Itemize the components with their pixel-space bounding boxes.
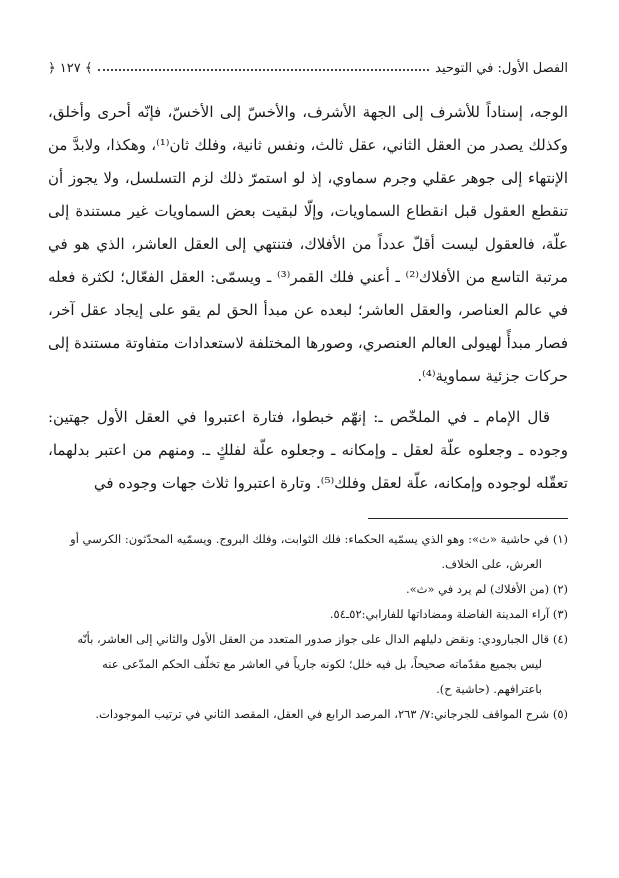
footnote-1 xyxy=(48,527,568,552)
footnote-2 xyxy=(48,577,568,602)
chapter-title: الفصل الأول: في التوحيد xyxy=(435,60,568,76)
footnote-text: في حاشية «ث»: وهو الذي يسمّيه الحكماء: فلك الثوابت، وفلك البروج. ويسمّيه المحدّثون: الكرسي أو xyxy=(70,532,550,546)
paragraph-2: قال الإمام ـ في الملخّص ـ: إنهّم خبطوا، فتارة اعتبروا في العقل الأول جهتين: وجوده ـ وجعلوه علّة لعقل ـ وإمكانه ـ وجعلوه علّة لفلكٍ ـ. ومنهم من اعتبر بدلهما، تعقّله لوجوده وإمكانه، علّة لعقل وفلك⁽⁵⁾. وتارة اعتبروا ثلاث جهات وجوده في xyxy=(48,408,568,492)
book-page xyxy=(48,56,568,727)
footnote-text: آراء المدينة الفاضلة ومضاداتها للفارابي:٥٢ـ٥٤. xyxy=(329,607,550,621)
page-number: ﴾ ١٢٧ ﴿ xyxy=(48,60,93,76)
footnote-4 xyxy=(48,627,568,652)
footnote-number: (٥) xyxy=(552,707,568,721)
footnote-text: قال الجبارودي: ونقض دليلهم الدال على جواز صدور المتعدد من العقل الأول والثاني إلى العاشر، بأنّه xyxy=(77,632,550,646)
footnote-4-continuation: ليس بجميع مقدّماته صحيحاً، بل فيه خلل؛ لكونه جارياً في العاشر مع تخلّف الحكم المدّعى عنه xyxy=(102,657,542,671)
footnote-1-continuation: العرش، على الخلاف. xyxy=(441,557,542,571)
footnote-number: (٣) xyxy=(552,607,568,621)
footnote-5 xyxy=(48,702,568,727)
footnote-3 xyxy=(48,602,568,627)
footnote-number: (٢) xyxy=(552,582,568,596)
paragraph-1: الوجه، إسناداً للأشرف إلى الجهة الأشرف، والأخسّ إلى الأخسّ، فإنّه أحرى وأخلق، وكذلك يصدر من العقل الثاني، عقل ثالث، ونفس ثانية، وفلك ثان⁽¹⁾، وهكذا، ولابدَّ من الإنتهاء إلى جوهر عقلي وجرم سماوي، إذ لو استمرّ ذلك لزم التسلسل، ولا يجوز أن تنقطع العقول قبل انقطاع السماويات، وإلّا لبقيت بعض السماويات غير مستندة إلى علّة، فالعقول ليست أقلّ عدداً من الأفلاك، فتنتهي إلى العقل العاشر، الذي هو في مرتبة التاسع من الأفلاك⁽²⁾ ـ أعني فلك القمر⁽³⁾ ـ ويسمّى: العقل الفعّال؛ لكثرة فعله في عالم العناصر، والعقل العاشر؛ لبعده عن مبدأ الحق لم يقو على إيجاد عقل آخر، فصار مبدأً لهيولى العالم العنصري، وصورها المختلفة لاستعدادات متفاوتة مستندة إلى حركات جزئية سماوية⁽⁴⁾. xyxy=(48,103,569,385)
footnote-4-continuation-2: باعترافهم. (حاشية ح). xyxy=(436,682,542,696)
footnotes xyxy=(48,527,568,727)
footnote-separator xyxy=(368,518,568,519)
running-header xyxy=(48,56,568,80)
footnote-number: (٤) xyxy=(552,632,568,646)
main-text xyxy=(48,96,568,500)
header-leader-dots xyxy=(98,69,429,71)
footnote-text: شرح المواقف للجرجاني:٧/ ٢٦٣، المرصد الرابع في العقل، المقصد الثاني في ترتيب الموجودات. xyxy=(95,707,550,721)
footnote-number: (١) xyxy=(552,532,568,546)
footnote-text: (من الأفلاك) لم يرد في «ث». xyxy=(405,582,550,596)
